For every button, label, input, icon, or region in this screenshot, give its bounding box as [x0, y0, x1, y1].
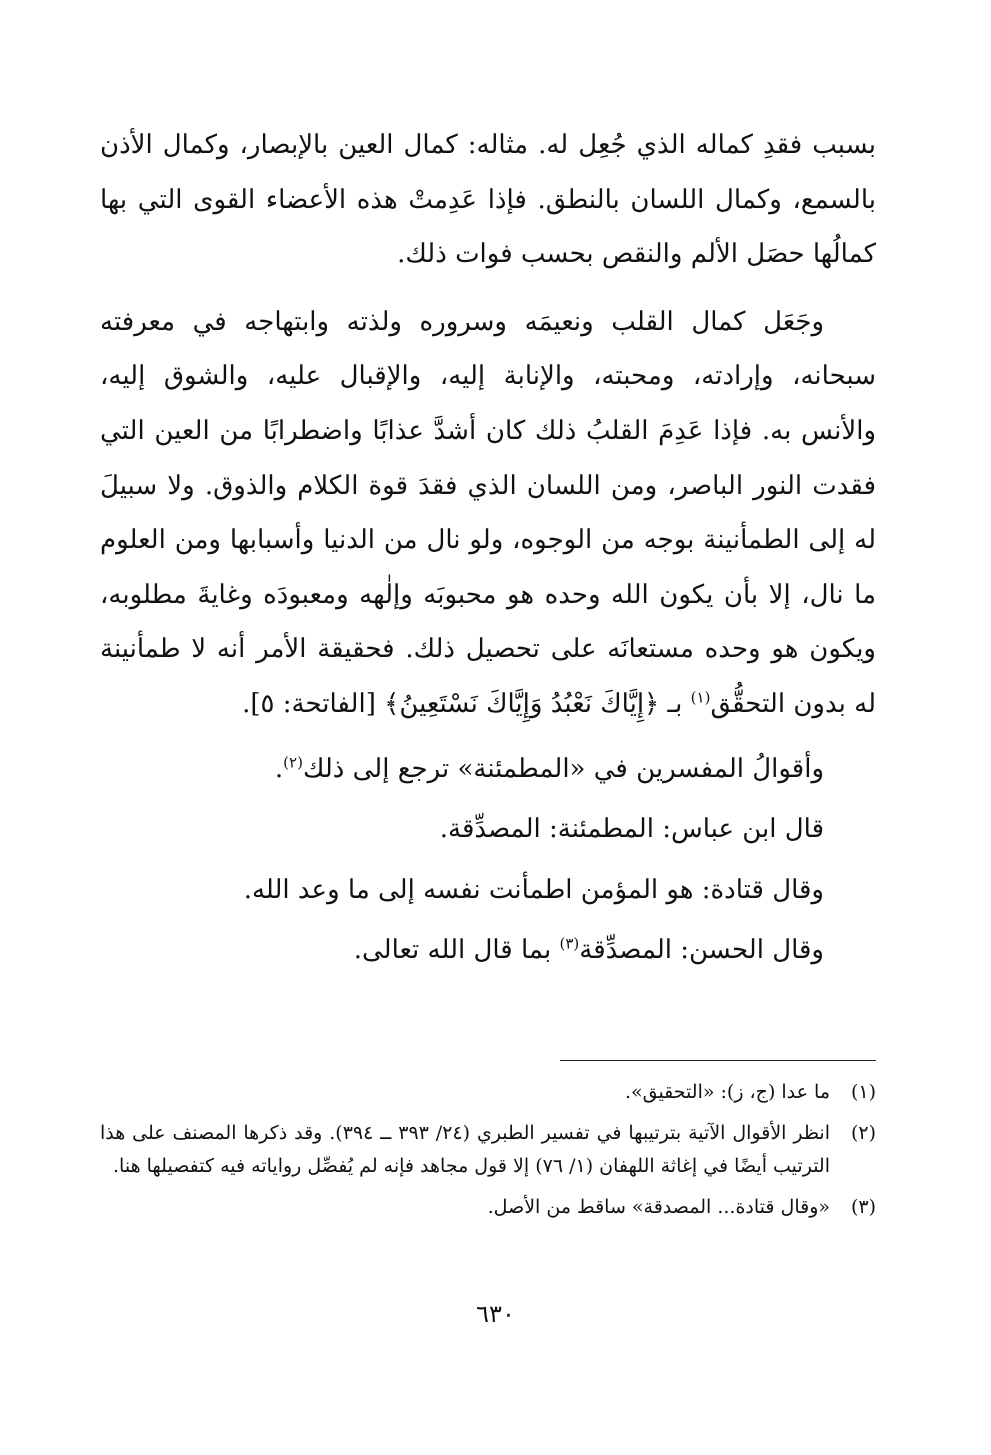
- footnote-2: [100, 1117, 876, 1183]
- footnote-number: (٢): [850, 1122, 876, 1144]
- page-number: ٦٣٠: [476, 1300, 515, 1328]
- footnote-number: (١): [850, 1081, 876, 1103]
- paragraph-1: بسبب فقدِ كماله الذي جُعِل له. مثاله: كمال العين بالإبصار، وكمال الأذن بالسمع، وكمال اللسان بالنطق. فإذا عَدِمتْ هذه الأعضاء القوى التي بها كمالُها حصَل الألم والنقص بحسب فوات ذلك.: [100, 130, 876, 270]
- quran-verse: ﴿إِيَّاكَ نَعْبُدُ وَإِيَّاكَ نَسْتَعِينُ﴾: [384, 688, 660, 719]
- footnote-separator: [560, 1060, 876, 1061]
- paragraph-3-end: .: [274, 753, 284, 784]
- footnote-text: انظر الأقوال الآتية بترتيبها في تفسير الطبري (٢٤/ ٣٩٣ ــ ٣٩٤). وقد ذكرها المصنف على هذا الترتيب أيضًا في إغاثة اللهفان (١/ ٧٦) إلا قول مجاهد فإنه لم يُفصِّل رواياته فيه كتفصيلها هنا.: [100, 1122, 830, 1177]
- paragraph-3-text: وأقوالُ المفسرين في «المطمئنة» ترجع إلى ذلك: [302, 753, 824, 784]
- paragraph-6-end: بما قال الله تعالى.: [353, 935, 560, 966]
- paragraph-5: وقال قتادة: هو المؤمن اطمأنت نفسه إلى ما وعد الله.: [243, 874, 824, 905]
- paragraph-3: [100, 742, 876, 797]
- paragraph-6-text: وقال الحسن: المصدِّقة: [579, 935, 824, 966]
- paragraph-2: [100, 295, 876, 732]
- footnote-ref-3[interactable]: (٣): [559, 934, 580, 953]
- footnote-ref-1[interactable]: (١): [690, 688, 711, 707]
- paragraph-2-connector: بـ: [659, 688, 691, 719]
- footnote-text: ما عدا (ج، ز): «التحقيق».: [624, 1081, 830, 1103]
- paragraph-2-text: وجَعَل كمال القلب ونعيمَه وسروره ولذته وابتهاجه في معرفته سبحانه، وإرادته، ومحبته، والإنابة إليه، والإقبال عليه، والشوق إليه، والأنس به. فإذا عَدِمَ القلبُ ذلك كان أشدَّ عذابًا واضطرابًا من العين التي فقدت النور الباصر، ومن اللسان الذي فقدَ قوة الكلام والذوق. ولا سبيلَ له إلى الطمأنينة بوجه من الوجوه، ولو نال من الدنيا وأسبابها ومن العلوم ما نال، إلا بأن يكون الله وحده هو محبوبَه وإلٰهه ومعبودَه وغايةَ مطلوبه، ويكون هو وحده مستعانَه على تحصيل ذلك. فحقيقة الأمر أنه لا طمأنينة له بدون التحقُّق: [100, 306, 876, 719]
- paragraph-4: قال ابن عباس: المطمئنة: المصدِّقة.: [439, 814, 824, 845]
- footnote-number: (٣): [850, 1196, 876, 1218]
- footnote-1: [100, 1076, 876, 1109]
- footnote-3: [100, 1191, 876, 1224]
- footnote-ref-2[interactable]: (٢): [283, 752, 303, 771]
- paragraph-6: [100, 923, 876, 978]
- verse-citation: [الفاتحة: ٥].: [242, 688, 385, 719]
- main-text: [100, 118, 876, 978]
- footnote-text: «وقال قتادة... المصدقة» ساقط من الأصل.: [487, 1196, 830, 1218]
- footnotes: [100, 1076, 876, 1232]
